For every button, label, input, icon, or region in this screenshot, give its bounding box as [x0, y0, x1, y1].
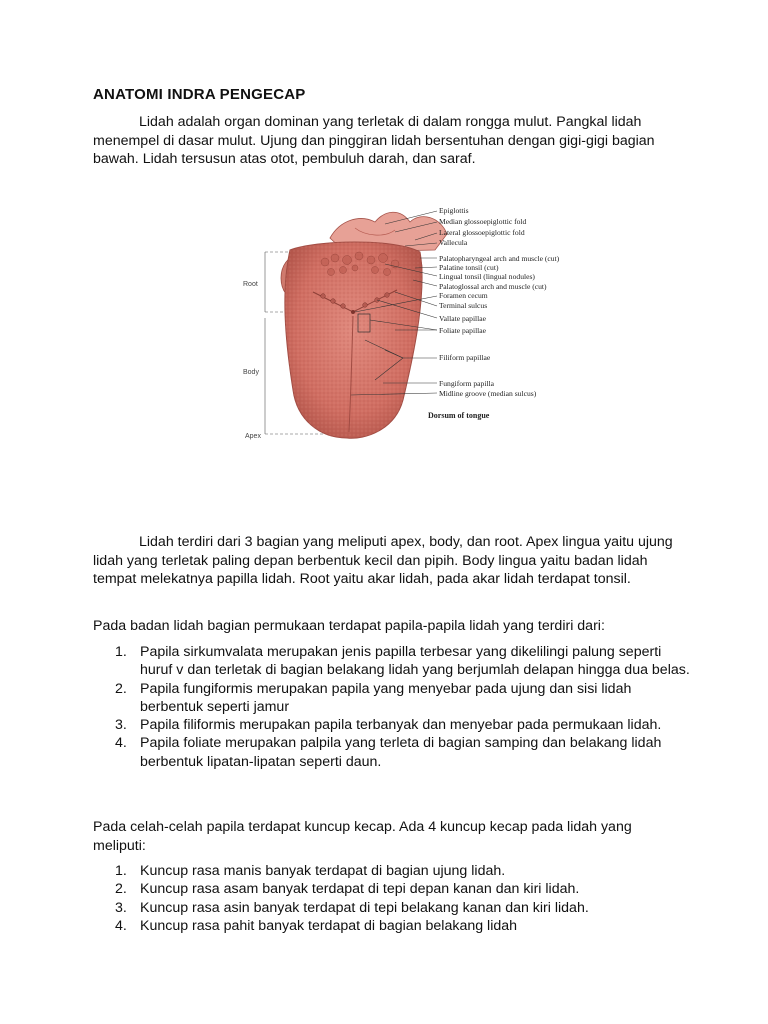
- tongue-anatomy-figure: [235, 200, 560, 445]
- list-item: [93, 899, 693, 917]
- intro-text: Lidah adalah organ dominan yang terletak di dalam rongga mulut. Pangkal lidah menempel di dasar mulut. Ujung dan pinggiran lidah bersentuhan dengan gigi-gigi bagian bawah. Lidah tersusun atas otot, pembuluh darah, dan saraf.: [93, 114, 655, 167]
- label-filiform: Filiform papillae: [439, 353, 491, 362]
- list-item: [93, 680, 693, 717]
- label-midline-groove: Midline groove (median sulcus): [439, 389, 537, 398]
- label-lateral-fold: Lateral glossoepiglottic fold: [439, 228, 525, 237]
- list-item: [93, 716, 693, 734]
- list-text: Papila foliate merupakan palpila yang terleta di bagian samping dan belakang lidah berbentuk lipatan-lipatan seperti daun.: [140, 735, 662, 770]
- list-item: [93, 880, 693, 898]
- list-text: Kuncup rasa asin banyak terdapat di tepi belakang kanan dan kiri lidah.: [140, 899, 589, 916]
- papilla-intro: Pada badan lidah bagian permukaan terdapat papila-papila lidah yang terdiri dari:: [93, 618, 605, 634]
- label-vallecula: Vallecula: [439, 238, 468, 247]
- list-text: Kuncup rasa manis banyak terdapat di bagian ujung lidah.: [140, 863, 506, 879]
- list-text: Papila fungiformis merupakan papila yang menyebar pada ujung dan sisi lidah berbentuk seperti jamur: [140, 680, 632, 715]
- label-terminal-sulcus: Terminal sulcus: [439, 301, 488, 310]
- list-text: Papila sirkumvalata merupakan jenis papilla terbesar yang dikelilingi palung seperti huruf v dan terletak di bagian belakang lidah yang berjumlah delapan hingga dua belas.: [140, 644, 690, 679]
- tongue-illustration: [235, 200, 560, 445]
- label-epiglottis: Epiglottis: [439, 206, 469, 215]
- label-fungiform: Fungiform papilla: [439, 379, 495, 388]
- list-item: [93, 643, 693, 680]
- figure-caption: Dorsum of tongue: [428, 411, 490, 420]
- label-lingual-tonsil: Lingual tonsil (lingual nodules): [439, 272, 535, 281]
- list-number: 4.: [115, 917, 127, 934]
- list-text: Kuncup rasa asam banyak terdapat di tepi depan kanan dan kiri lidah.: [140, 881, 580, 898]
- list-item: [93, 862, 693, 880]
- list-number: 1.: [115, 863, 127, 879]
- label-vallate: Vallate papillae: [439, 314, 487, 323]
- apex-label: Apex: [245, 433, 261, 440]
- intro-paragraph: [93, 113, 673, 169]
- list-number: 2.: [115, 881, 127, 898]
- label-foliate: Foliate papillae: [439, 326, 487, 335]
- list-number: 4.: [115, 735, 127, 752]
- list-text: Kuncup rasa pahit banyak terdapat di bagian belakang lidah: [140, 917, 518, 934]
- body-label: Body: [243, 369, 259, 376]
- label-palatine-tonsil: Palatine tonsil (cut): [439, 263, 499, 272]
- taste-list: [93, 862, 693, 935]
- page-title: ANATOMI INDRA PENGECAP: [93, 86, 306, 103]
- root-label: Root: [243, 281, 258, 288]
- taste-intro: Pada celah-celah papila terdapat kuncup kecap. Ada 4 kuncup kecap pada lidah yang meliputi:: [93, 819, 632, 854]
- label-median-fold: Median glossoepiglottic fold: [439, 217, 527, 226]
- list-item: [93, 734, 693, 771]
- list-number: 1.: [115, 644, 127, 660]
- label-palatoglossal: Palatoglossal arch and muscle (cut): [439, 282, 547, 291]
- list-item: [93, 917, 693, 935]
- foramen-cecum: [351, 310, 355, 314]
- list-number: 2.: [115, 680, 127, 697]
- label-foramen-cecum: Foramen cecum: [439, 291, 488, 300]
- parts-text: Lidah terdiri dari 3 bagian yang meliputi apex, body, dan root. Apex lingua yaitu ujung lidah yang terletak paling depan berbentuk kecil dan pipih. Body lingua yaitu badan lidah tempat melekatnya papilla lidah. Root yaitu akar lidah, pada akar lidah terdapat tonsil.: [93, 534, 673, 587]
- parts-paragraph: [93, 533, 673, 589]
- list-number: 3.: [115, 717, 127, 734]
- list-number: 3.: [115, 899, 127, 916]
- papilla-list: [93, 643, 693, 771]
- label-palatopharyngeal: Palatopharyngeal arch and muscle (cut): [439, 254, 560, 263]
- list-text: Papila filiformis merupakan papila terbanyak dan menyebar pada permukaan lidah.: [140, 717, 662, 734]
